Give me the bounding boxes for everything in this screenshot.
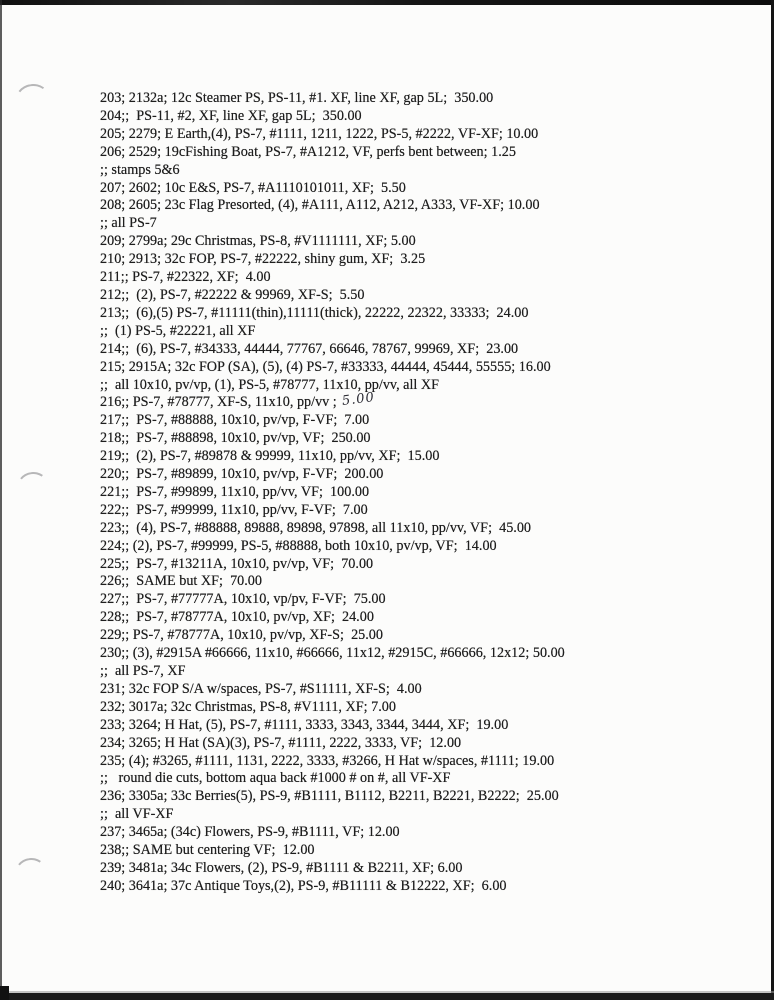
punch-hole-shadow-top <box>13 82 53 121</box>
line-text: 205; 2279; E Earth,(4), PS-7, #1111, 1211, 1222, PS-5, #2222, VF-XF; 10.00 <box>100 125 539 142</box>
document-line <box>100 699 700 717</box>
document-line <box>100 126 700 144</box>
line-text: 238;; SAME but centering VF; 12.00 <box>100 842 315 859</box>
line-text: ;; round die cuts, bottom aqua back #1000 # on #, all VF-XF <box>100 770 451 787</box>
document-line <box>100 412 700 430</box>
scan-border-bottom <box>0 993 774 1000</box>
line-text: 230;; (3), #2915A #66666, 11x10, #66666, 11x12, #2915C, #66666, 12x12; 50.00 <box>100 645 565 662</box>
line-text: 224;; (2), PS-7, #99999, PS-5, #88888, both 10x10, pv/vp, VF; 14.00 <box>100 537 497 554</box>
line-text: 233; 3264; H Hat, (5), PS-7, #1111, 3333, 3343, 3344, 3444, XF; 19.00 <box>100 716 509 733</box>
document-line <box>100 144 700 162</box>
document-line <box>100 466 700 484</box>
document-line <box>100 860 700 878</box>
scan-corner-blot <box>0 986 9 1000</box>
line-text: 228;; PS-7, #78777A, 10x10, pv/vp, XF; 24.00 <box>100 609 374 626</box>
document-line <box>100 341 700 359</box>
document-line <box>100 484 700 502</box>
document-line <box>100 788 700 806</box>
line-text: ;; stamps 5&6 <box>100 161 180 178</box>
document-line <box>100 251 700 269</box>
line-text: 206; 2529; 19cFishing Boat, PS-7, #A1212, VF, perfs bent between; 1.25 <box>100 143 516 160</box>
document-line <box>100 681 700 699</box>
line-text: 218;; PS-7, #88898, 10x10, pv/vp, VF; 250.00 <box>100 430 371 447</box>
line-text: 231; 32c FOP S/A w/spaces, PS-7, #S11111, XF-S; 4.00 <box>100 680 422 697</box>
document-line <box>100 520 700 538</box>
line-text: 235; (4); #3265, #1111, 1131, 2222, 3333, #3266, H Hat w/spaces, #1111; 19.00 <box>100 752 555 769</box>
document-line <box>100 233 700 251</box>
line-text: 203; 2132a; 12c Steamer PS, PS-11, #1. XF, line XF, gap 5L; 350.00 <box>100 90 494 106</box>
line-text: ;; all 10x10, pv/vp, (1), PS-5, #78777, 11x10, pp/vv, all XF <box>100 376 440 393</box>
punch-hole-shadow-bottom <box>13 856 49 890</box>
document-line <box>100 180 700 198</box>
document-line <box>100 448 700 466</box>
document-line <box>100 305 700 323</box>
line-text: 216;; PS-7, #78777, XF-S, 11x10, pp/vv ; <box>100 394 337 411</box>
line-text: ;; (1) PS-5, #22221, all XF <box>100 322 256 339</box>
document-line <box>100 359 700 377</box>
line-text: 209; 2799a; 29c Christmas, PS-8, #V1111111, XF; 5.00 <box>100 233 416 250</box>
document-line <box>100 287 700 305</box>
document-line <box>100 430 700 448</box>
document-line <box>100 377 700 395</box>
line-text: 214;; (6), PS-7, #34333, 44444, 77767, 66646, 78767, 99969, XF; 23.00 <box>100 340 519 357</box>
line-text: 226;; SAME but XF; 70.00 <box>100 573 262 590</box>
line-text: 222;; PS-7, #99999, 11x10, pp/vv, F-VF; 7.00 <box>100 501 368 518</box>
line-text: 223;; (4), PS-7, #88888, 89888, 89898, 97898, all 11x10, pp/vv, VF; 45.00 <box>100 519 532 536</box>
document-line <box>100 627 700 645</box>
scan-border-top <box>0 0 774 5</box>
line-text: 210; 2913; 32c FOP, PS-7, #22222, shiny gum, XF; 3.25 <box>100 251 426 268</box>
document-line <box>100 878 700 896</box>
document-line <box>100 663 700 681</box>
document-line <box>100 502 700 520</box>
document-line <box>100 842 700 860</box>
document-line <box>100 108 700 126</box>
line-text: ;; all PS-7 <box>100 215 157 232</box>
line-text: ;; all VF-XF <box>100 806 174 823</box>
document-line <box>100 770 700 788</box>
line-text: 217;; PS-7, #88888, 10x10, pv/vp, F-VF; 7.00 <box>100 412 370 429</box>
punch-hole-shadow-middle <box>15 470 51 504</box>
line-text: 220;; PS-7, #89899, 10x10, pv/vp, F-VF; 200.00 <box>100 466 384 483</box>
line-text: 232; 3017a; 32c Christmas, PS-8, #V1111, XF; 7.00 <box>100 698 396 715</box>
document-text <box>100 90 700 896</box>
line-text: 239; 3481a; 34c Flowers, (2), PS-9, #B1111 & B2211, XF; 6.00 <box>100 859 463 876</box>
line-text: 207; 2602; 10c E&S, PS-7, #A1110101011, XF; 5.50 <box>100 179 406 196</box>
line-text: 208; 2605; 23c Flag Presorted, (4), #A111, A112, A212, A333, VF-XF; 10.00 <box>100 197 540 214</box>
document-line <box>100 556 700 574</box>
line-text: 204;; PS-11, #2, XF, line XF, gap 5L; 350.00 <box>100 107 362 124</box>
line-text: 221;; PS-7, #99899, 11x10, pp/vv, VF; 100.00 <box>100 483 370 500</box>
document-line <box>100 591 700 609</box>
line-text: 212;; (2), PS-7, #22222 & 99969, XF-S; 5.50 <box>100 286 365 303</box>
document-line <box>100 162 700 180</box>
document-line <box>100 538 700 556</box>
line-text: 215; 2915A; 32c FOP (SA), (5), (4) PS-7, #33333, 44444, 45444, 55555; 16.00 <box>100 358 551 375</box>
line-text: 240; 3641a; 37c Antique Toys,(2), PS-9, #B11111 & B12222, XF; 6.00 <box>100 877 507 894</box>
line-text: 219;; (2), PS-7, #89878 & 99999, 11x10, pp/vv, XF; 15.00 <box>100 448 440 465</box>
document-line <box>100 609 700 627</box>
line-text: 213;; (6),(5) PS-7, #11111(thin),11111(thick), 22222, 22322, 33333; 24.00 <box>100 304 529 321</box>
document-line <box>100 824 700 842</box>
document-line <box>100 735 700 753</box>
document-line <box>100 645 700 663</box>
document-line <box>100 269 700 287</box>
document-line <box>100 323 700 341</box>
line-text: 229;; PS-7, #78777A, 10x10, pv/vp, XF-S; 25.00 <box>100 627 383 644</box>
line-text: ;; all PS-7, XF <box>100 663 186 679</box>
line-text: 225;; PS-7, #13211A, 10x10, pv/vp, VF; 70.00 <box>100 555 374 572</box>
line-text: 211;; PS-7, #22322, XF; 4.00 <box>100 269 271 286</box>
scan-border-left <box>0 0 2 1000</box>
document-line <box>100 197 700 215</box>
document-line <box>100 90 700 108</box>
document-line <box>100 390 700 412</box>
document-line <box>100 215 700 233</box>
line-text: 234; 3265; H Hat (SA)(3), PS-7, #1111, 2222, 3333, VF; 12.00 <box>100 734 462 751</box>
document-line <box>100 753 700 771</box>
document-line <box>100 717 700 735</box>
line-text: 236; 3305a; 33c Berries(5), PS-9, #B1111, B1112, B2211, B2221, B2222; 25.00 <box>100 788 559 805</box>
document-line <box>100 573 700 591</box>
document-line <box>100 806 700 824</box>
handwritten-price: 5.00 <box>340 390 376 410</box>
line-text: 237; 3465a; (34c) Flowers, PS-9, #B1111, VF; 12.00 <box>100 824 400 841</box>
line-text: 227;; PS-7, #77777A, 10x10, vp/pv, F-VF; 75.00 <box>100 591 386 608</box>
